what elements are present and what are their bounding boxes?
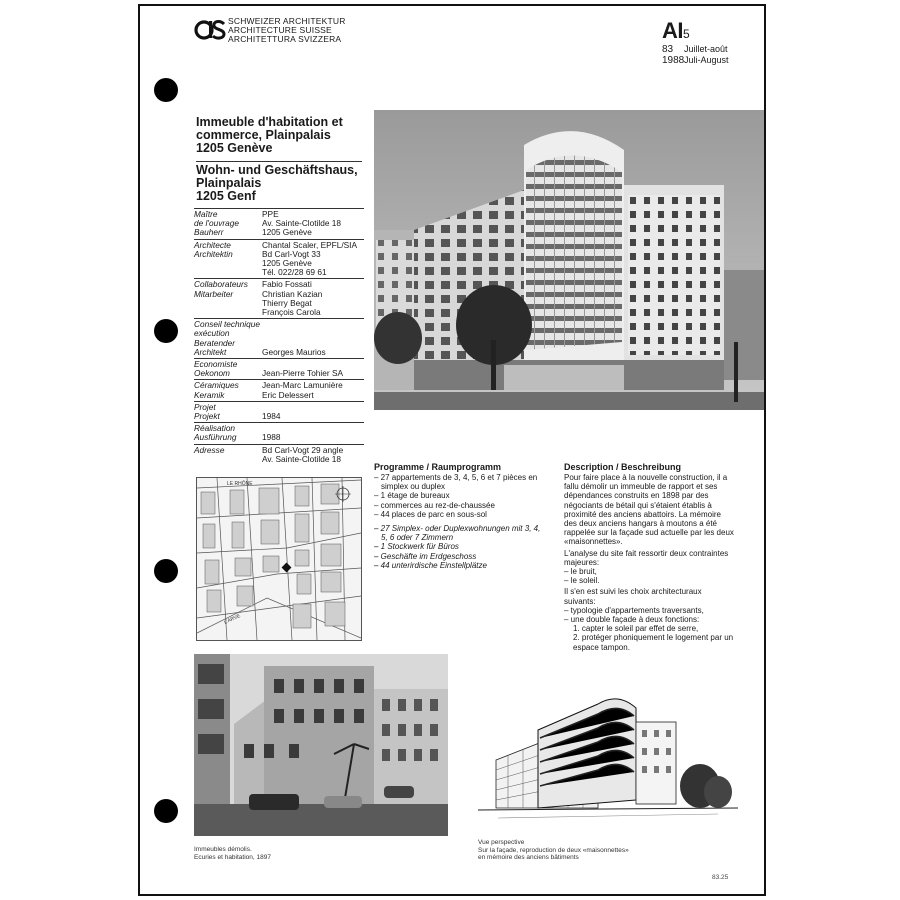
credit-value-line: Eric Delessert bbox=[262, 389, 314, 400]
credit-value-line: Fabio Fossati bbox=[262, 279, 312, 290]
credit-value bbox=[262, 403, 364, 421]
credit-label-line: Adresse bbox=[194, 444, 225, 455]
credits-table bbox=[194, 208, 364, 465]
credit-label-line: Architektin bbox=[194, 248, 233, 259]
issue-code: AI5 bbox=[662, 18, 690, 43]
credit-value bbox=[262, 360, 364, 378]
credit-value-line: Christian Kazian bbox=[262, 288, 323, 299]
credit-label-line: Collaborateurs bbox=[194, 279, 248, 290]
programme-item: – 44 places de parc en sous-sol bbox=[374, 509, 487, 519]
credit-row bbox=[194, 239, 364, 279]
credit-label-line: Keramik bbox=[194, 389, 225, 400]
publisher-line: ARCHITECTURE SUISSE bbox=[228, 25, 332, 35]
credit-value-line: Jean-Marc Lamunière bbox=[262, 380, 343, 391]
perspective-drawing bbox=[478, 690, 738, 830]
description-title: Description / Beschreibung bbox=[564, 462, 682, 472]
credit-value-line: Bd Carl-Vogt 33 bbox=[262, 248, 321, 259]
issue-row: 83 Juillet-août bbox=[662, 44, 728, 55]
publisher-line: SCHWEIZER ARCHITEKTUR bbox=[228, 16, 346, 26]
programme-item: – 1 étage de bureaux bbox=[374, 491, 450, 501]
credit-label-line: Beratender bbox=[194, 337, 236, 348]
credit-label bbox=[194, 280, 260, 298]
credit-label bbox=[194, 446, 260, 455]
credit-label bbox=[194, 360, 260, 378]
credit-value-line: 1988 bbox=[262, 432, 281, 443]
title-line: 1205 Genf bbox=[196, 189, 256, 203]
credit-label-line: Architecte bbox=[194, 239, 231, 250]
title-line: 1205 Genève bbox=[196, 141, 273, 155]
credit-value bbox=[262, 381, 364, 399]
page-number: 83.25 bbox=[712, 874, 729, 881]
credit-value bbox=[262, 446, 364, 464]
credit-value bbox=[262, 320, 364, 357]
description-text bbox=[564, 473, 734, 652]
credit-label-line: exécution bbox=[194, 328, 230, 339]
caption-line: en mémoire des anciens bâtiments bbox=[478, 854, 579, 861]
map-label-river-rhone: LE RHÔNE bbox=[227, 481, 253, 487]
credit-value-line: 1205 Genève bbox=[262, 227, 312, 238]
credit-value-line: 1984 bbox=[262, 410, 281, 421]
credit-value bbox=[262, 424, 364, 442]
description-subitem: 2. protéger phoniquement le logement par un espace tampon. bbox=[573, 633, 734, 652]
credit-label bbox=[194, 241, 260, 259]
description-item: – typologie d'appartements traversants, bbox=[564, 605, 704, 615]
caption-demolished bbox=[194, 846, 271, 861]
credit-value-line: Bd Carl-Vogt 29 angle bbox=[262, 444, 344, 455]
caption-line: Ecuries et habitation, 1897 bbox=[194, 853, 271, 861]
caption-perspective bbox=[478, 839, 629, 862]
credit-label bbox=[194, 403, 260, 421]
programme-item: – 44 unterirdische Einstellplätze bbox=[374, 560, 487, 570]
credit-label-line: Architekt bbox=[194, 346, 227, 357]
credit-label-line: Oekonom bbox=[194, 368, 230, 379]
credit-value-line: 1205 Genève bbox=[262, 257, 312, 268]
credit-label bbox=[194, 210, 260, 238]
binder-hole bbox=[154, 799, 178, 823]
credit-value-line: Georges Maurios bbox=[262, 346, 326, 357]
credit-row bbox=[194, 401, 364, 422]
credit-label-line: Economiste bbox=[194, 358, 238, 369]
credit-value-line: PPE bbox=[262, 209, 279, 219]
issue-info bbox=[662, 18, 729, 66]
credit-label-line: Bauherr bbox=[194, 227, 224, 238]
description-paragraph: Pour faire place à la nouvelle construction, il a fallu démolir un immeuble de rapport et ses dépendances construits en 1898 par des négociants de bétail qui s'étaient établis à proximité des anciens abattoirs. La mémoire des deux anciens hangars à moutons a été rappelée sur la façade sud actuelle par les deux «maisonnettes». bbox=[564, 473, 734, 547]
credit-value-line: Av. Sainte-Clotilde 18 bbox=[262, 218, 342, 229]
credit-label-line: Mitarbeiter bbox=[194, 288, 234, 299]
caption-line: Vue perspective bbox=[478, 839, 525, 846]
credit-label bbox=[194, 381, 260, 399]
credit-label-line: Conseil technique bbox=[194, 319, 260, 330]
title-french bbox=[196, 116, 362, 155]
credit-value bbox=[262, 280, 364, 317]
map-label-river-arve: L'ARVE bbox=[223, 613, 242, 626]
binder-hole bbox=[154, 78, 178, 102]
programme-item: – 27 appartements de 3, 4, 5, 6 et 7 pièces en simplex ou duplex bbox=[374, 473, 538, 492]
credit-row bbox=[194, 208, 364, 239]
credit-label bbox=[194, 424, 260, 442]
building-photo bbox=[374, 110, 764, 410]
credit-value bbox=[262, 210, 364, 238]
credit-value-line: Thierry Begat bbox=[262, 297, 312, 308]
description-paragraph: L'analyse du site fait ressortir deux contraintes majeures: bbox=[564, 548, 729, 567]
credit-value-line: Chantal Scaler, EPFL/SIA bbox=[262, 239, 358, 250]
credit-row bbox=[194, 358, 364, 379]
issue-row: 1988Juli-August bbox=[662, 55, 729, 66]
credit-label-line: Projet bbox=[194, 401, 216, 412]
title-line: Wohn- und Geschäftshaus, bbox=[196, 163, 358, 177]
credit-label-line: Ausführung bbox=[194, 432, 237, 443]
credit-value-line: Jean-Pierre Tohier SA bbox=[262, 368, 344, 379]
description-paragraph: Il s'en est suivi les choix architecturaux suivants: bbox=[564, 587, 702, 606]
credit-value-line bbox=[262, 329, 364, 338]
as-logo-icon bbox=[194, 18, 226, 40]
title-german bbox=[196, 161, 362, 203]
programme-list bbox=[374, 473, 544, 570]
programme-item: – 27 Simplex- oder Duplexwohnungen mit 3, 4, 5, 6 oder 7 Zimmern bbox=[374, 524, 541, 543]
description-item: – le soleil. bbox=[564, 576, 600, 586]
binder-hole bbox=[154, 319, 178, 343]
credit-value-line bbox=[262, 320, 364, 329]
programme-item: – Geschäfte im Erdgeschoss bbox=[374, 551, 477, 561]
caption-line: Sur la façade, reproduction de deux «maisonnettes» bbox=[478, 846, 629, 854]
credit-label-line: Réalisation bbox=[194, 423, 236, 434]
site-map bbox=[196, 477, 362, 641]
title-line: Immeuble d'habitation et bbox=[196, 115, 343, 129]
demolished-buildings-photo bbox=[194, 654, 448, 836]
programme-item: – 1 Stockwerk für Büros bbox=[374, 542, 459, 552]
credit-label-line: Projekt bbox=[194, 410, 220, 421]
credit-label-line: Maître bbox=[194, 209, 218, 219]
title-line: Plainpalais bbox=[196, 176, 262, 190]
credit-row bbox=[194, 278, 364, 318]
publisher-line: ARCHITETTURA SVIZZERA bbox=[228, 34, 342, 44]
title-line: commerce, Plainpalais bbox=[196, 128, 331, 142]
credit-value-line: Tél. 022/28 69 61 bbox=[262, 267, 327, 278]
description-item: – une double façade à deux fonctions: bbox=[564, 615, 700, 625]
caption-line: Immeubles démolis. bbox=[194, 846, 252, 853]
credit-label-line: Céramiques bbox=[194, 380, 239, 391]
programme-item: – commerces au rez-de-chaussée bbox=[374, 500, 495, 510]
credit-label bbox=[194, 320, 260, 357]
description-subitem: 1. capter le soleil par effet de serre, bbox=[573, 624, 699, 634]
publisher-name bbox=[228, 17, 346, 44]
credit-row bbox=[194, 422, 364, 443]
description-item: – le bruit, bbox=[564, 567, 597, 577]
credit-value-line: François Carola bbox=[262, 306, 321, 317]
credit-row bbox=[194, 444, 364, 465]
credit-label-line: de l'ouvrage bbox=[194, 218, 239, 229]
credit-row bbox=[194, 318, 364, 358]
programme-title: Programme / Raumprogramm bbox=[374, 462, 502, 472]
binder-hole bbox=[154, 559, 178, 583]
credit-value bbox=[262, 241, 364, 278]
credit-row bbox=[194, 379, 364, 400]
credit-value-line: Av. Sainte-Clotilde 18 bbox=[262, 453, 342, 464]
